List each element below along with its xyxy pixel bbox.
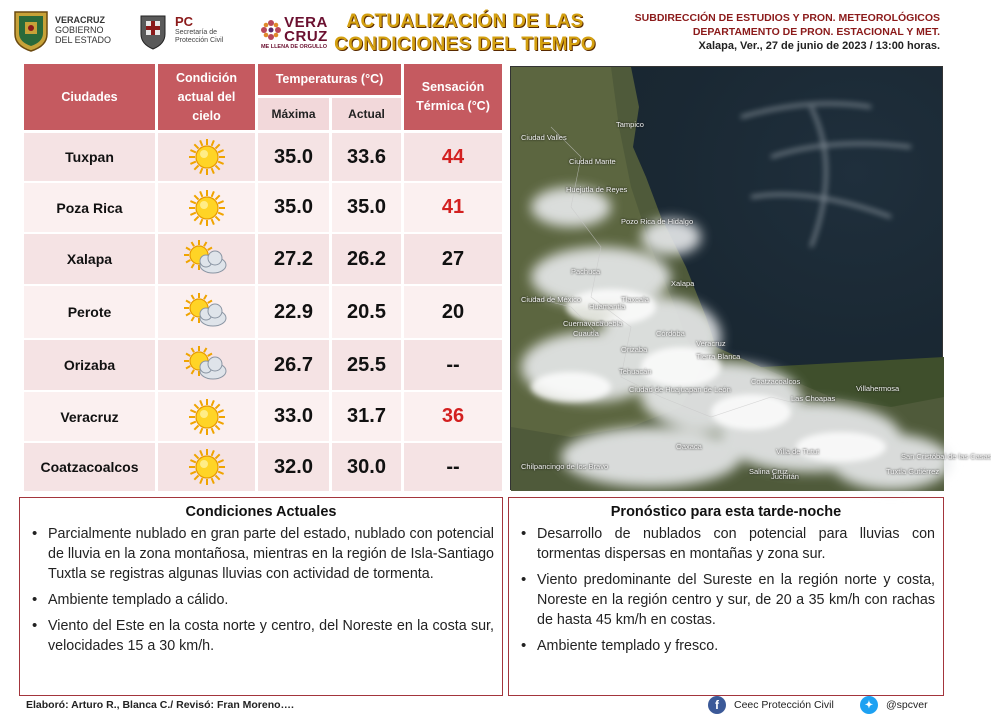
map-city-label: Ciudad de México xyxy=(521,295,582,304)
logo-veracruz-line: GOBIERNO xyxy=(55,25,104,35)
thermal-sensation: -- xyxy=(446,455,460,478)
map-city-label: Coatzacoalcos xyxy=(751,377,801,386)
current-temperature: 30.0 xyxy=(332,443,404,491)
table-row xyxy=(24,133,502,181)
title-line: CONDICIONES DEL TIEMPO xyxy=(334,34,596,55)
map-city-label: Chilpancingo de los Bravo xyxy=(521,462,609,471)
table-row xyxy=(24,183,502,232)
map-city-label: Tehuacán xyxy=(619,367,652,376)
max-temperature: 27.2 xyxy=(258,234,332,284)
map-city-label: Huejutla de Reyes xyxy=(566,185,628,194)
sunny-icon xyxy=(158,183,258,232)
header-temperatures: Temperaturas (°C) xyxy=(258,64,404,98)
title-line: ACTUALIZACIÓN DE LAS xyxy=(346,11,584,32)
proteccion-civil-emblem-icon xyxy=(137,10,169,50)
logo-pc-subtitle: Protección Civil xyxy=(175,37,224,44)
map-city-label: Tierra Blanca xyxy=(696,352,741,361)
current-temperature: 31.7 xyxy=(332,392,404,441)
current-temperature: 20.5 xyxy=(332,286,404,338)
map-city-label: Cuautla xyxy=(573,329,599,338)
dept-line: SUBDIRECCIÓN DE ESTUDIOS Y PRON. METEOROLÓGICOS xyxy=(634,12,940,24)
max-temperature: 33.0 xyxy=(258,392,332,441)
map-city-label: Tuxtla Gutiérrez xyxy=(886,467,940,476)
weather-table xyxy=(24,64,502,491)
header-sensation: Sensación Térmica (°C) xyxy=(404,64,502,130)
map-city-label: Ciudad Mante xyxy=(569,157,616,166)
partly-cloudy-icon xyxy=(158,234,258,284)
partly-cloudy-icon xyxy=(158,286,258,338)
logo-veracruz-line: VERACRUZ xyxy=(55,15,106,25)
header-current: Actual xyxy=(332,98,404,130)
city-name: Perote xyxy=(24,286,158,338)
map-city-label: San Cristóbal de las Casas xyxy=(901,452,991,461)
current-temperature: 25.5 xyxy=(332,340,404,390)
forecast-list xyxy=(517,524,935,656)
max-temperature: 32.0 xyxy=(258,443,332,491)
max-temperature: 35.0 xyxy=(258,183,332,232)
table-row xyxy=(24,392,502,441)
thermal-sensation: 44 xyxy=(441,145,465,168)
list-item: • Ambiente templado a cálido. xyxy=(28,590,494,610)
flower-icon xyxy=(260,19,282,41)
city-name: Tuxpan xyxy=(24,133,158,181)
list-item: • Parcialmente nublado en gran parte del estado, nublado con potencial de lluvia en la zona montañosa, mientras en la región de Isla-Santiago Tuxtla se registras algunas lluvias con actividad de tormenta. xyxy=(28,524,494,584)
map-city-label: Oaxaca xyxy=(676,442,702,451)
veracruz-government-logo xyxy=(12,8,130,52)
conditions-title: Condiciones Actuales xyxy=(185,504,337,520)
map-city-label: Ciudad de Huajuapan de León xyxy=(629,385,731,394)
city-name: Xalapa xyxy=(24,234,158,284)
logo-veracruz-line: DEL ESTADO xyxy=(55,35,112,45)
map-city-label: Veracruz xyxy=(696,339,726,348)
logo-vc-word: CRUZ xyxy=(284,28,328,45)
city-name: Orizaba xyxy=(24,340,158,390)
table-row xyxy=(24,234,502,284)
page-title xyxy=(330,10,600,56)
map-city-label: Villahermosa xyxy=(856,384,900,393)
dept-line: DEPARTAMENTO DE PRON. ESTACIONAL Y MET. xyxy=(692,26,940,38)
table-row xyxy=(24,340,502,390)
map-city-label: Cuernavaca xyxy=(563,319,604,328)
table-row xyxy=(24,443,502,491)
forecast-title: Pronóstico para esta tarde-noche xyxy=(610,504,842,520)
table-row xyxy=(24,286,502,338)
list-item: • Viento del Este en la costa norte y centro, del Noreste en la costa sur, velocidades 15 a 30 km/h. xyxy=(28,616,494,656)
conditions-list xyxy=(28,524,494,656)
footer-credit: Elaboró: Arturo R., Blanca C./ Revisó: Fran Moreno…. xyxy=(26,699,294,711)
facebook-icon: f xyxy=(708,696,726,714)
veracruz-orgullo-logo xyxy=(258,8,330,58)
map-city-label: Pachuca xyxy=(571,267,601,276)
satellite-map xyxy=(510,66,991,490)
sunny-icon xyxy=(158,443,258,491)
sunny-icon xyxy=(158,392,258,441)
map-city-label: Córdoba xyxy=(656,329,685,338)
sunny-icon xyxy=(158,133,258,181)
map-city-label: Ciudad Valles xyxy=(521,133,567,142)
map-city-label: Villa de Tutut xyxy=(776,447,820,456)
facebook-link[interactable] xyxy=(708,696,834,714)
twitter-link[interactable] xyxy=(860,696,928,714)
logo-pc-title: PC xyxy=(175,14,194,29)
facebook-handle: Ceec Protección Civil xyxy=(734,699,834,711)
map-city-label: Orizaba xyxy=(621,345,648,354)
map-city-label: Xalapa xyxy=(671,279,695,288)
current-conditions-panel xyxy=(19,497,503,696)
map-city-label: Salina Cruz xyxy=(749,467,788,476)
partly-cloudy-icon xyxy=(158,340,258,390)
twitter-icon: ✦ xyxy=(860,696,878,714)
logo-pc-subtitle: Secretaría de xyxy=(175,29,218,36)
logo-vc-tagline: ME LLENA DE ORGULLO xyxy=(260,44,328,50)
report-date: Xalapa, Ver., 27 de junio de 2023 / 13:00 horas. xyxy=(698,40,940,52)
satellite-imagery xyxy=(511,67,944,491)
header-max: Máxima xyxy=(258,98,332,130)
current-temperature: 33.6 xyxy=(332,133,404,181)
max-temperature: 22.9 xyxy=(258,286,332,338)
map-city-label: Tlaxcala xyxy=(621,295,649,304)
list-item: • Ambiente templado y fresco. xyxy=(517,636,935,656)
thermal-sensation: 27 xyxy=(441,247,465,270)
current-temperature: 26.2 xyxy=(332,234,404,284)
current-temperature: 35.0 xyxy=(332,183,404,232)
list-item: • Desarrollo de nublados con potencial para lluvias con tormentas dispersas en montañas y zona sur. xyxy=(517,524,935,564)
veracruz-shield-icon xyxy=(12,8,50,52)
city-name: Coatzacoalcos xyxy=(24,443,158,491)
map-city-label: Tampico xyxy=(616,120,644,129)
map-city-label: Juchitán xyxy=(771,472,799,481)
map-city-label: Huamantla xyxy=(589,302,626,311)
header-condition: Condición actual del cielo xyxy=(158,64,258,130)
thermal-sensation: 41 xyxy=(441,196,465,218)
thermal-sensation: 36 xyxy=(441,405,465,427)
max-temperature: 26.7 xyxy=(258,340,332,390)
map-city-label: Las Choapas xyxy=(791,394,836,403)
city-name: Veracruz xyxy=(24,392,158,441)
city-name: Poza Rica xyxy=(24,183,158,232)
list-item: • Viento predominante del Sureste en la región norte y costa, Noreste en la región centro y sur, de 20 a 35 km/h con rachas de hasta 45 km/h en costas. xyxy=(517,570,935,630)
max-temperature: 35.0 xyxy=(258,133,332,181)
map-city-label: Pozo Rica de Hidalgo xyxy=(621,217,694,226)
header-cities: Ciudades xyxy=(24,64,158,130)
proteccion-civil-logo xyxy=(137,8,252,52)
thermal-sensation: -- xyxy=(446,353,460,376)
map-city-label: Puebla xyxy=(599,319,623,328)
twitter-handle: @spcver xyxy=(886,699,928,711)
logo-vc-word: VERA xyxy=(284,14,328,31)
forecast-panel xyxy=(508,497,944,696)
thermal-sensation: 20 xyxy=(441,300,465,323)
department-info xyxy=(590,11,940,53)
